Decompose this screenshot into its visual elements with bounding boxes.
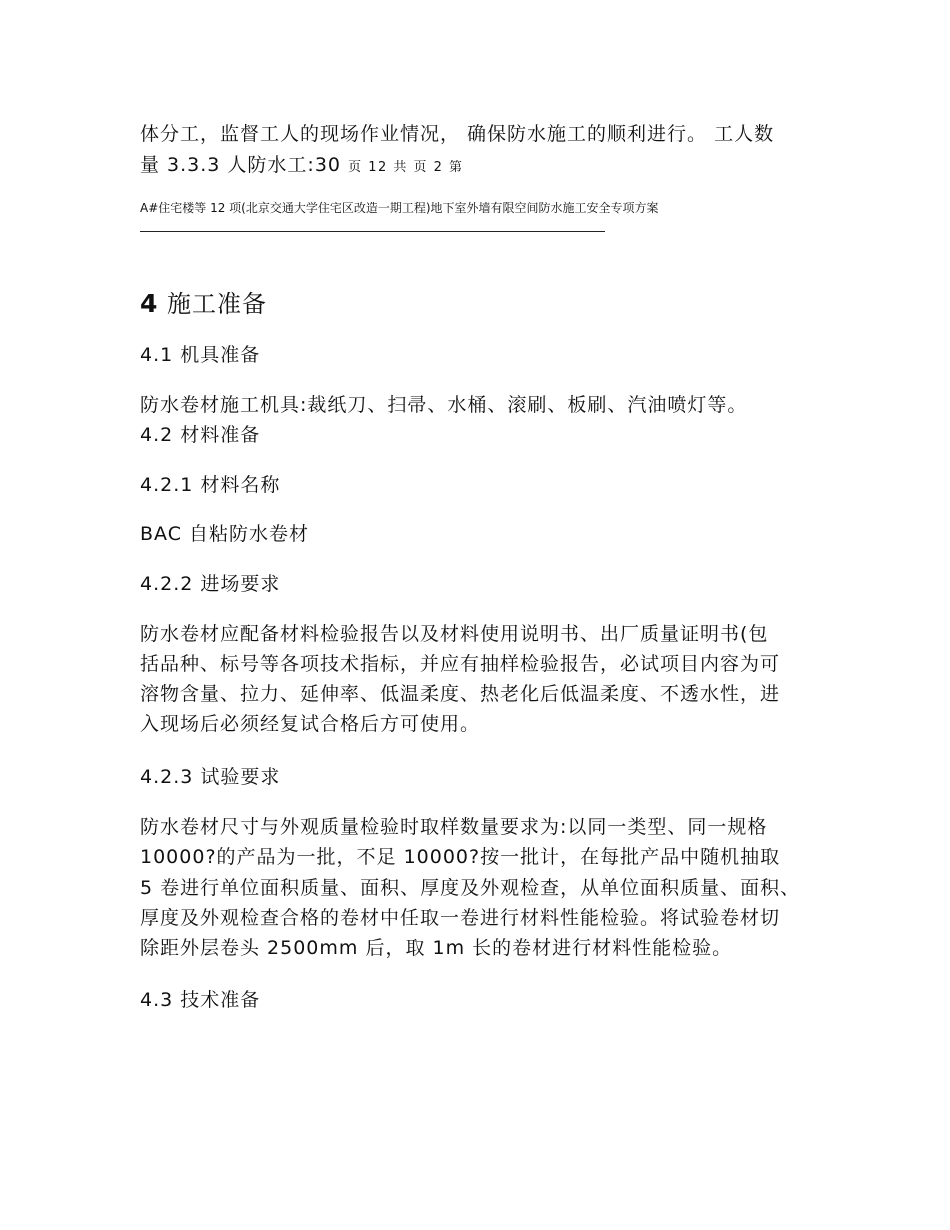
paragraph-4-2-3-line: 厚度及外观检查合格的卷材中任取一卷进行材料性能检验。将试验卷材切 [140, 907, 781, 929]
paragraph-4-2-1: BAC 自粘防水卷材 [140, 523, 310, 545]
paragraph-4-2-2-line: 溶物含量、拉力、延伸率、低温柔度、热老化后低温柔度、不透水性，进 [140, 683, 781, 705]
heading-4-3: 4.3 技术准备 [140, 989, 261, 1011]
heading-4-2-1: 4.2.1 材料名称 [140, 474, 281, 496]
heading-4-2-3: 4.2.3 试验要求 [140, 766, 281, 788]
paragraph-4-2-2-line: 防水卷材应配备材料检验报告以及材料使用说明书、出厂质量证明书(包 [140, 623, 769, 645]
paragraph-4-2-3-line: 5 卷进行单位面积质量、面积、厚度及外观检查，从单位面积质量、面积、 [140, 877, 801, 899]
top-text-line-1: 体分工，监督工人的现场作业情况， 确保防水施工的顺利进行。 工人数 [140, 123, 775, 145]
paragraph-4-2-3-line: 10000?的产品为一批，不足 10000?按一批计，在每批产品中随机抽取 [140, 846, 781, 868]
heading-4-2: 4.2 材料准备 [140, 424, 261, 446]
section-number: 4 [140, 289, 159, 318]
paragraph-4-1: 防水卷材施工机具:裁纸刀、扫帚、水桶、滚刷、板刷、汽油喷灯等。 [140, 394, 748, 416]
paragraph-4-2-3-line: 防水卷材尺寸与外观质量检验时取样数量要求为:以同一类型、同一规格 [140, 816, 768, 838]
running-header: A#住宅楼等 12 项(北京交通大学住宅区改造一期工程)地下室外墙有限空间防水施工安全专项方案 [140, 201, 659, 215]
top-text-line-2-main: 量 3.3.3 人防水工:30 [140, 154, 342, 176]
heading-4-1: 4.1 机具准备 [140, 344, 261, 366]
section-title: 施工准备 [167, 290, 268, 318]
paragraph-4-2-2-line: 括品种、标号等各项技术指标，并应有抽样检验报告，必试项目内容为可 [140, 653, 781, 675]
heading-4-2-2: 4.2.2 进场要求 [140, 573, 281, 595]
top-text-line-2 [140, 150, 464, 177]
header-divider [140, 231, 605, 232]
section-heading [140, 284, 267, 319]
paragraph-4-2-3-line: 除距外层卷头 2500mm 后，取 1m 长的卷材进行材料性能检验。 [140, 937, 733, 959]
page-counter: 页 12 共 页 2 第 [348, 160, 464, 175]
paragraph-4-2-2-line: 入现场后必须经复试合格后方可使用。 [140, 713, 481, 735]
